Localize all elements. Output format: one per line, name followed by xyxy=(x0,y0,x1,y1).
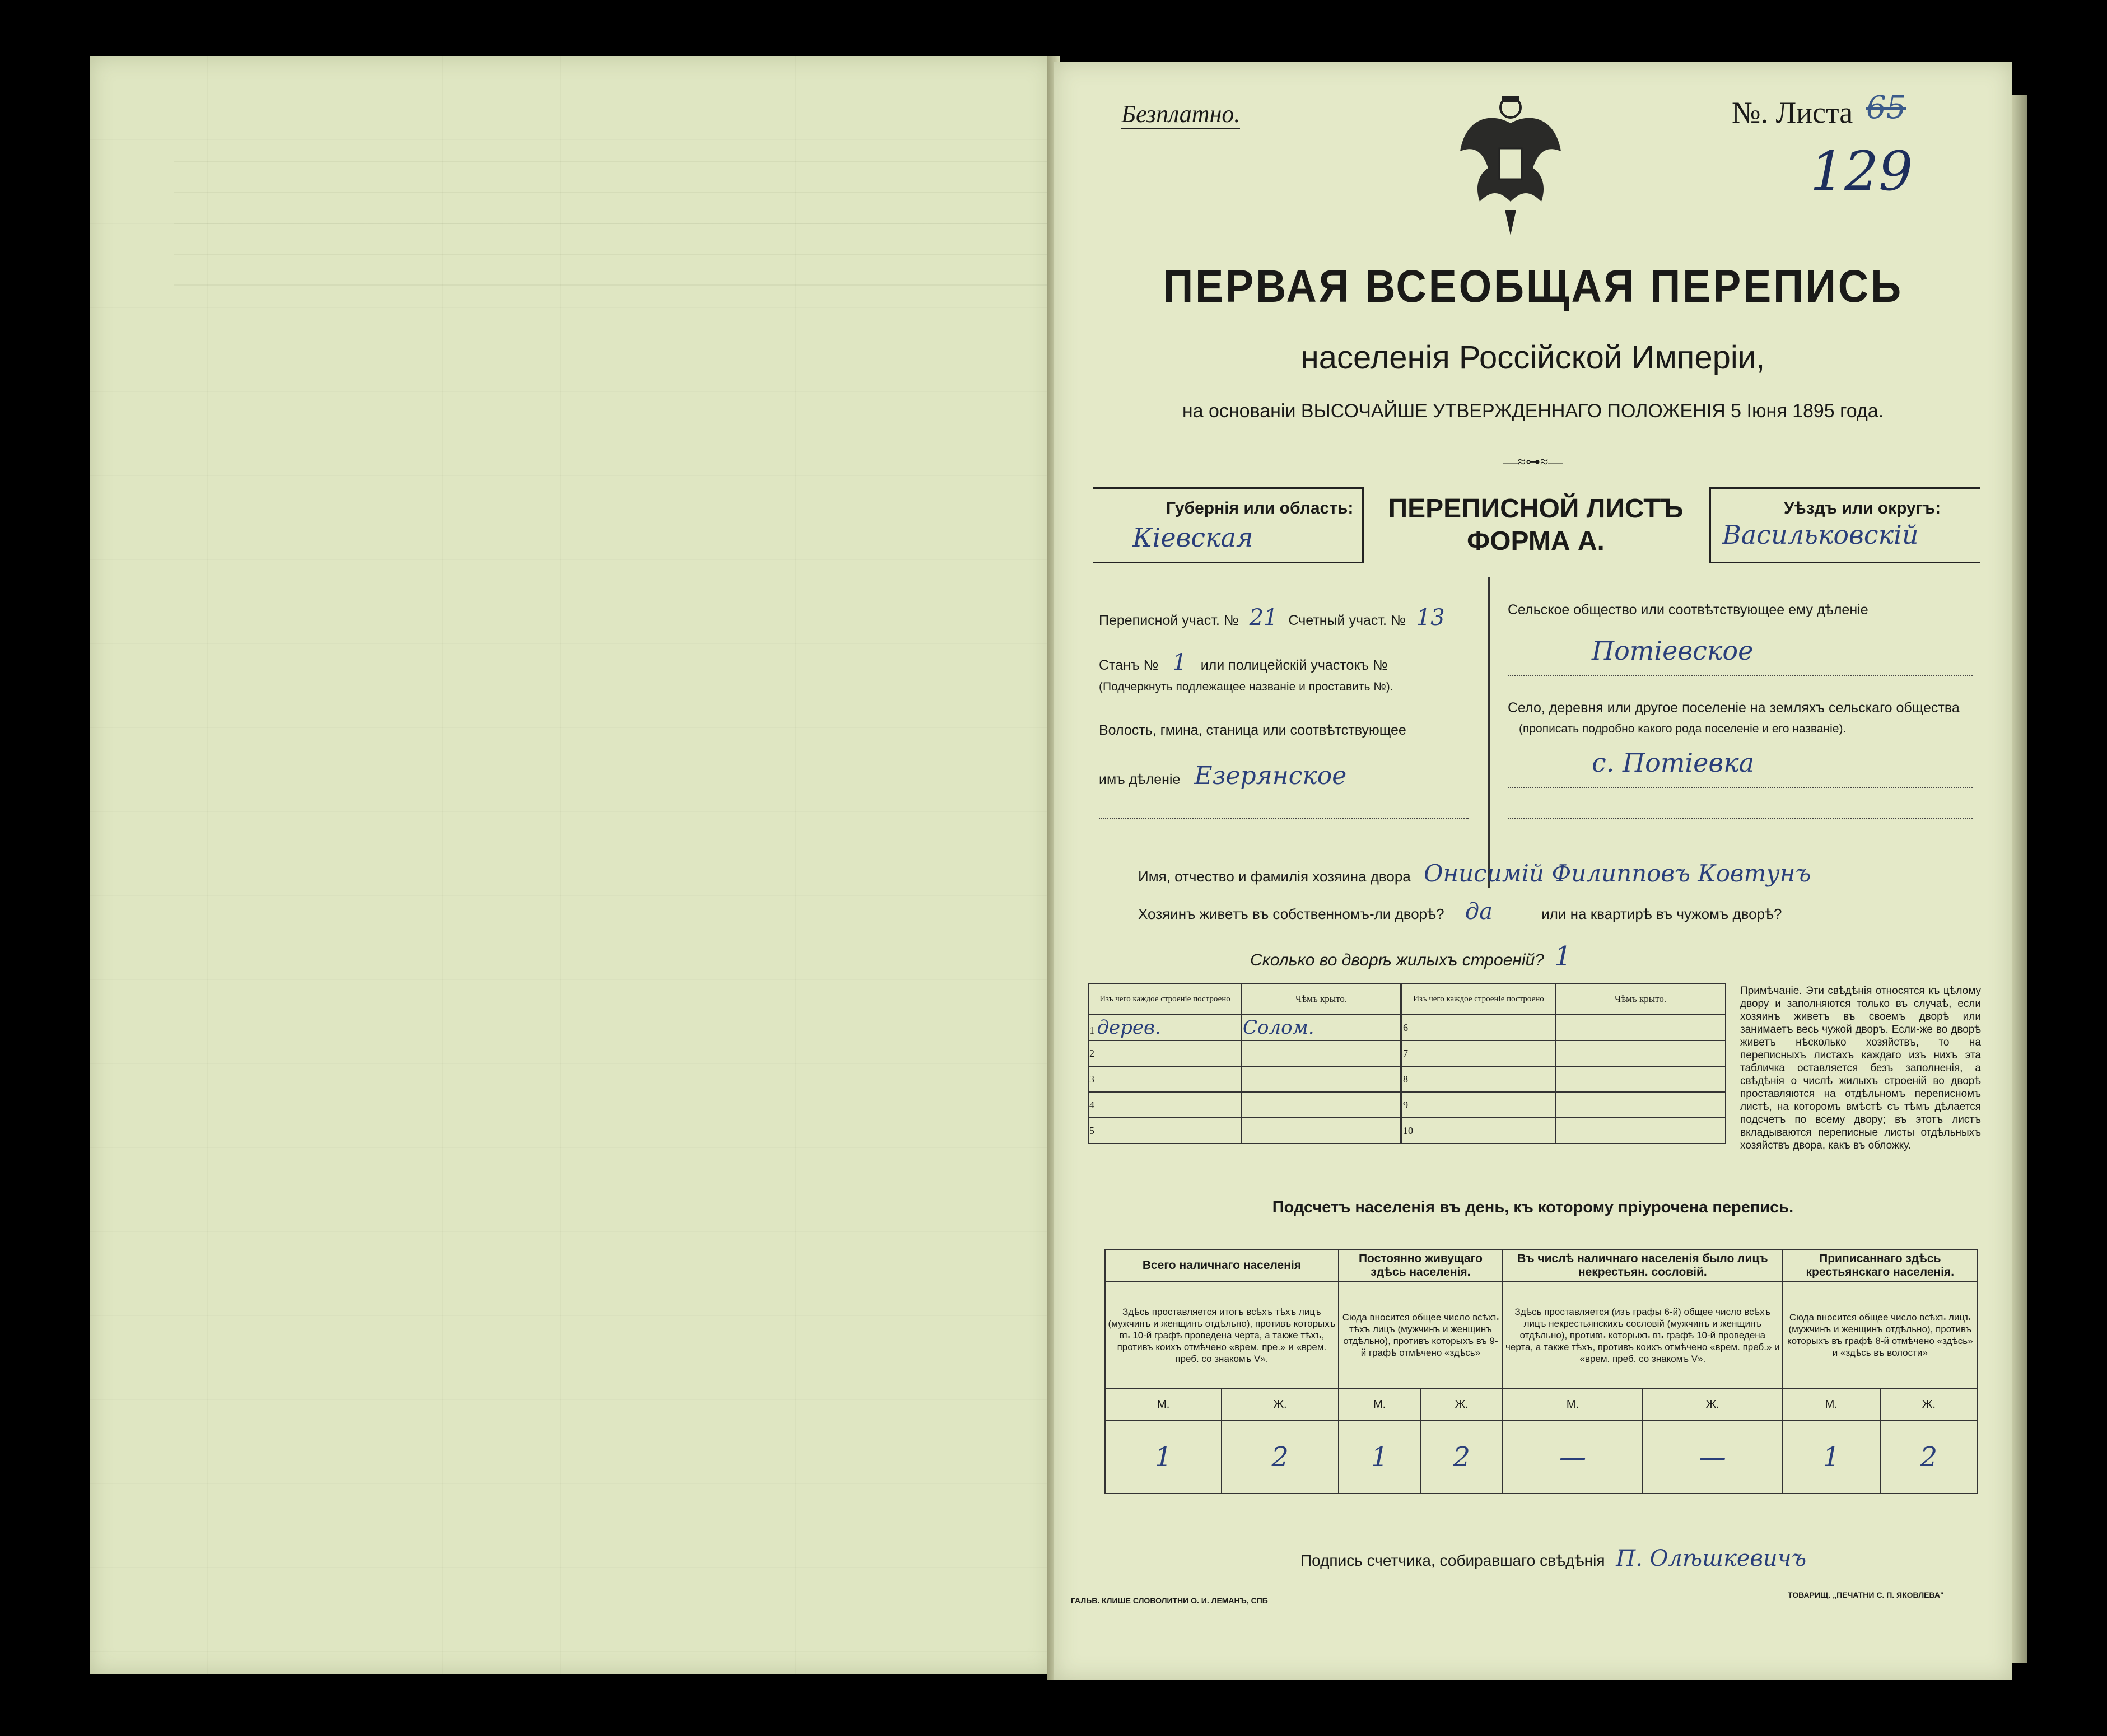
volost-label-1: Волость, гмина, станица или соотвѣтствующее xyxy=(1099,722,1406,738)
buildings-label: Сколько во дворѣ жилыхъ строеній? xyxy=(1250,951,1544,969)
printer-left: ГАЛЬВ. КЛИШЕ СЛОВОЛИТНИ О. И. ЛЕМАНЪ, СПБ xyxy=(1071,1596,1268,1605)
sheet-number-label: №. Листа xyxy=(1732,96,1853,129)
gubernia-value: Кіевская xyxy=(1132,522,1253,553)
left-page xyxy=(90,56,1053,1674)
group-description: Сюда вносится общее число всѣхъ тѣхъ лицъ (мужчинъ и женщинъ отдѣльно), противъ которыхъ въ 9-й графѣ отмѣчено «здѣсь» xyxy=(1339,1282,1503,1388)
signature-label: Подпись счетчика, собиравшаго свѣдѣнія xyxy=(1300,1552,1605,1569)
population-count-table xyxy=(1104,1249,1978,1494)
row-number: 9 xyxy=(1402,1092,1555,1118)
blank-line xyxy=(1508,818,1973,819)
female-header: Ж. xyxy=(1880,1388,1978,1421)
form-title xyxy=(1368,493,1704,558)
sheet-number-value: 65 xyxy=(1866,90,1906,126)
rented-label: или на квартирѣ въ чужомъ дворѣ? xyxy=(1541,906,1782,922)
roof-value: Солом. xyxy=(1242,1015,1401,1040)
male-count: 1 xyxy=(1783,1421,1880,1494)
buildings-table-right xyxy=(1401,983,1726,1144)
male-header: М. xyxy=(1783,1388,1880,1421)
material-header: Изъ чего каждое строеніе построено xyxy=(1088,983,1242,1015)
male-count: 1 xyxy=(1105,1421,1222,1494)
female-count: 2 xyxy=(1420,1421,1503,1494)
row-number: 6 xyxy=(1402,1015,1555,1040)
male-header: М. xyxy=(1339,1388,1421,1421)
table-row xyxy=(1402,1118,1726,1144)
volost-label-2: имъ дѣленіе xyxy=(1099,772,1181,787)
table-row xyxy=(1088,1118,1401,1144)
police-label: или полицейскій участокъ № xyxy=(1200,657,1388,673)
signature-value: П. Олѣшкевичъ xyxy=(1616,1546,1807,1571)
group-description: Здѣсь проставляется (изъ графы 6-й) общее число всѣхъ лицъ некрестьянскихъ сословій (мужчинъ и женщинъ отдѣльно), противъ которыхъ въ графѣ 10-й проведена черта, а также тѣхъ, противъ коихъ отмѣчено «врем. преб.» и «врем. преб. со знакомъ V». xyxy=(1503,1282,1783,1388)
uezd-label: Уѣздъ или округъ: xyxy=(1784,499,1941,517)
gubernia-box xyxy=(1093,487,1364,563)
count-district-label: Счетный участ. № xyxy=(1288,613,1406,628)
buildings-row xyxy=(1250,941,1572,972)
row-number: 4 xyxy=(1088,1092,1242,1118)
table-row xyxy=(1402,1066,1726,1092)
count-district-value: 13 xyxy=(1416,605,1445,631)
district-row xyxy=(1099,605,1445,631)
female-header: Ж. xyxy=(1643,1388,1783,1421)
row-number: 5 xyxy=(1088,1118,1242,1144)
form-title-line-1: ПЕРЕПИСНОЙ ЛИСТЪ xyxy=(1388,494,1684,524)
volost-value: Езерянское xyxy=(1194,762,1347,790)
table-row xyxy=(1088,1040,1401,1066)
volost-row xyxy=(1099,762,1346,790)
count-title: Подсчетъ населенія въ день, къ которому пріурочена перепись. xyxy=(1272,1198,1794,1216)
community-label: Сельское общество или соотвѣтствующее ему дѣленіе xyxy=(1508,602,1868,618)
female-count: — xyxy=(1643,1421,1783,1494)
roof-header: Чѣмъ крыто. xyxy=(1555,983,1726,1015)
own-yard-value: да xyxy=(1465,899,1493,925)
page-edge xyxy=(2012,95,2027,1663)
table-row xyxy=(1088,1092,1401,1118)
village-note: (прописать подробно какого рода поселеніе и его названіе). xyxy=(1519,722,1847,735)
row-number: 2 xyxy=(1088,1040,1242,1066)
material-header: Изъ чего каждое строеніе построено xyxy=(1402,983,1555,1015)
form-title-line-2: ФОРМА А. xyxy=(1467,526,1605,556)
group-header: Всего наличнаго населенія xyxy=(1105,1249,1339,1282)
village-value: с. Потіевка xyxy=(1592,748,1755,778)
material-value: дерев. xyxy=(1097,1016,1161,1039)
table-row xyxy=(1402,1015,1726,1040)
buildings-value: 1 xyxy=(1554,941,1572,972)
group-header: Постоянно живущаго здѣсь населенія. xyxy=(1339,1249,1503,1282)
free-label: Безплатно. xyxy=(1121,100,1240,129)
owner-value: Онисимій Филипповъ Ковтунъ xyxy=(1424,860,1811,887)
printer-right: ТОВАРИЩ. „ПЕЧАТНИ С. П. ЯКОВЛЕВА" xyxy=(1788,1590,1944,1599)
table-row: 1 дерев. Солом. xyxy=(1088,1015,1401,1040)
yard-row xyxy=(1138,899,1782,925)
census-district-label: Переписной участ. № xyxy=(1099,613,1239,628)
group-description: Здѣсь проставляется итогъ всѣхъ тѣхъ лицъ (мужчинъ и женщинъ отдѣльно), противъ которыхъ въ 10-й графѣ проведена черта, а также тѣхъ, противъ коихъ отмѣчено «врем. пре.» и «врем. преб. со знакомъ V». xyxy=(1105,1282,1339,1388)
stan-row xyxy=(1099,650,1388,675)
stan-label: Станъ № xyxy=(1099,657,1159,673)
uezd-box xyxy=(1709,487,1980,563)
table-row xyxy=(1402,1040,1726,1066)
signature-row xyxy=(1300,1546,1806,1571)
row-number: 7 xyxy=(1402,1040,1555,1066)
own-yard-label: Хозяинъ живетъ въ собственномъ-ли дворѣ? xyxy=(1138,906,1444,922)
subtitle: населенія Россійской Имперіи, xyxy=(1300,339,1765,376)
table-row xyxy=(1088,1066,1401,1092)
blank-line xyxy=(1508,675,1973,676)
table-note: Примѣчаніе. Эти свѣдѣнія относятся къ цѣлому двору и заполняются только въ случаѣ, если хозяинъ живетъ въ своемъ дворѣ или занимаетъ весь чужой дворъ. Если-же во дворѣ живетъ нѣсколько хозяйствъ, то на переписныхъ листахъ каждаго изъ нихъ эта табличка оставляется безъ заполненія, а свѣдѣнія о числѣ жилыхъ строеній во дворѣ проставляются на отдѣльномъ переписномъ листѣ, на которомъ вмѣстѣ съ тѣмъ дѣлается подсчетъ по всему двору; въ этотъ листъ вкладываются переписные листы отдѣльныхъ хозяйствъ двора, какъ въ обложку. xyxy=(1740,985,1981,1151)
row-number: 10 xyxy=(1402,1118,1555,1144)
group-description: Сюда вносится общее число всѣхъ лицъ (мужчинъ и женщинъ отдѣльно), противъ которыхъ въ графѣ 8-й отмѣчено «здѣсь» и «здѣсь въ волости» xyxy=(1783,1282,1978,1388)
female-count: 2 xyxy=(1222,1421,1338,1494)
owner-label: Имя, отчество и фамилія хозяина двора xyxy=(1138,868,1411,885)
census-district-value: 21 xyxy=(1249,605,1278,631)
female-header: Ж. xyxy=(1420,1388,1503,1421)
owner-row xyxy=(1138,860,1811,887)
male-header: М. xyxy=(1105,1388,1222,1421)
blank-line xyxy=(1508,787,1973,788)
stan-note: (Подчеркнуть подлежащее названіе и проставить №). xyxy=(1099,680,1393,693)
male-count: — xyxy=(1503,1421,1643,1494)
row-number: 8 xyxy=(1402,1066,1555,1092)
column-divider xyxy=(1488,577,1490,888)
roof-header: Чѣмъ крыто. xyxy=(1242,983,1401,1015)
table-row xyxy=(1402,1092,1726,1118)
male-count: 1 xyxy=(1339,1421,1421,1494)
page-number: 129 xyxy=(1810,140,1913,203)
main-title: ПЕРВАЯ ВСЕОБЩАЯ ПЕРЕПИСЬ xyxy=(1163,261,1903,312)
female-count: 2 xyxy=(1880,1421,1978,1494)
uezd-value: Васильковскій xyxy=(1722,520,1919,550)
row-number: 3 xyxy=(1088,1066,1242,1092)
census-form-page xyxy=(1054,62,2012,1680)
ornament-divider: —≈⊶≈— xyxy=(1503,454,1563,470)
community-value: Потіевское xyxy=(1592,636,1754,666)
group-header: Въ числѣ наличнаго населенія было лицъ некрестьян. сословій. xyxy=(1503,1249,1783,1282)
stan-value: 1 xyxy=(1172,650,1187,675)
group-header: Приписаннаго здѣсь крестьянскаго населенія. xyxy=(1783,1249,1978,1282)
buildings-table-left xyxy=(1088,983,1401,1144)
legal-basis: на основаніи ВЫСОЧАЙШЕ УТВЕРЖДЕННАГО ПОЛОЖЕНІЯ 5 Іюня 1895 года. xyxy=(1182,400,1884,422)
gubernia-label: Губернія или область: xyxy=(1166,499,1354,517)
male-header: М. xyxy=(1503,1388,1643,1421)
imperial-eagle-icon xyxy=(1457,90,1564,241)
female-header: Ж. xyxy=(1222,1388,1338,1421)
village-label: Село, деревня или другое поселеніе на земляхъ сельскаго общества xyxy=(1508,700,1960,716)
blank-line xyxy=(1099,818,1469,819)
